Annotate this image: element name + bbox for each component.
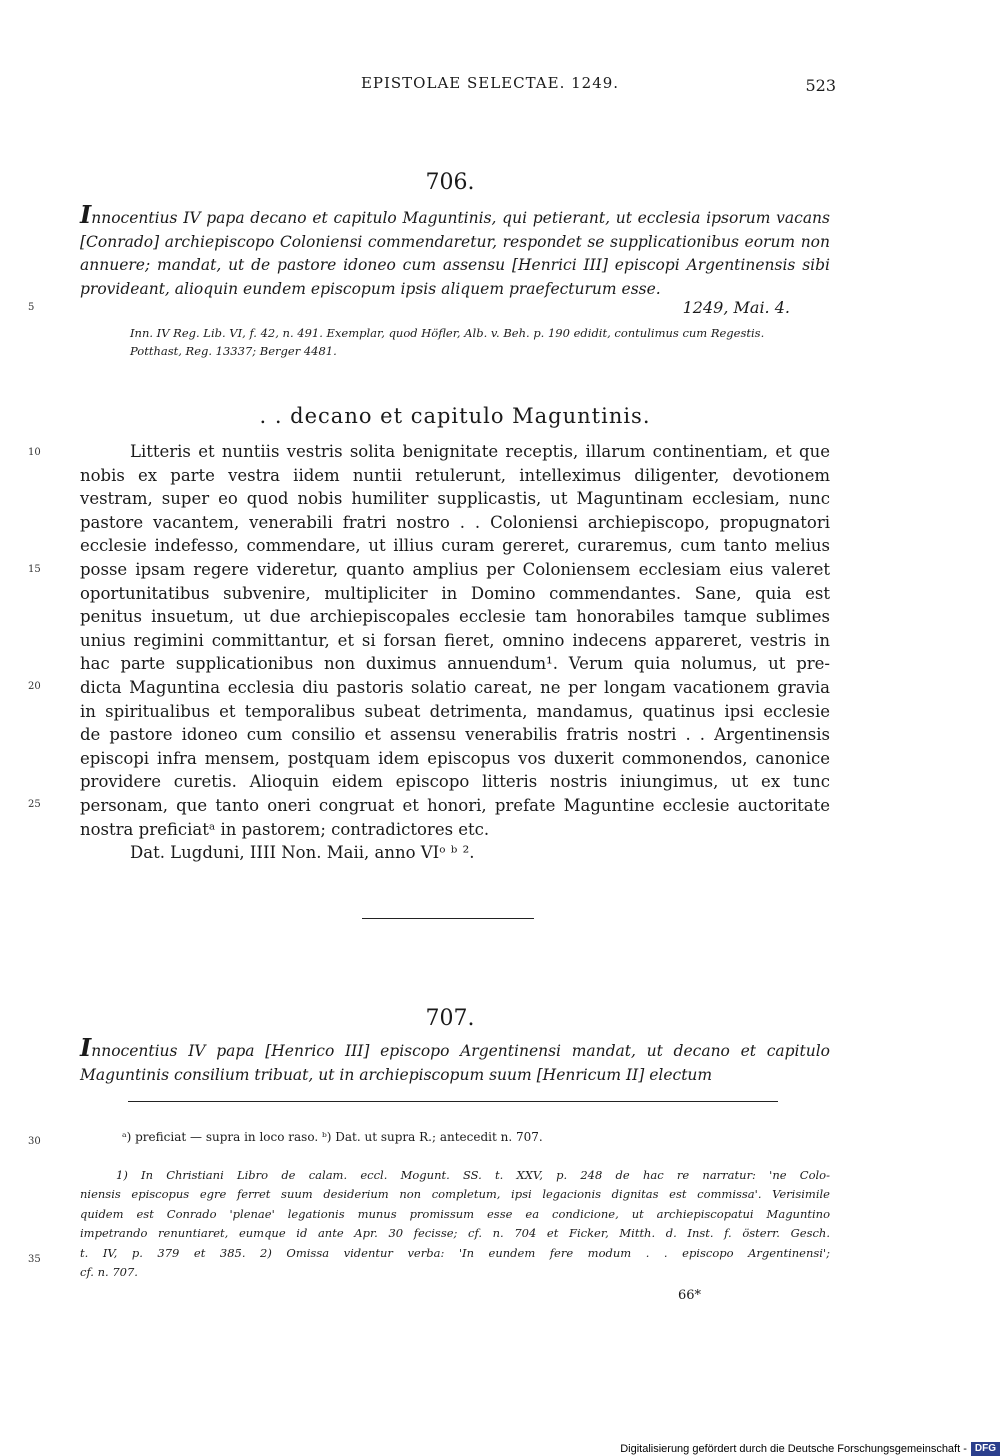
- body-line: dicta Maguntina ecclesia diu pastoris solatio careat, ne per longam vacationem gravia: [80, 677, 830, 697]
- source-line: Inn. IV Reg. Lib. VI, f. 42, n. 491. Exemplar, quod Höfler, Alb. v. Beh. p. 190 edidit, contulimus cum Regestis.: [130, 326, 765, 340]
- line-number: 10: [28, 447, 41, 458]
- footnotes: [80, 1166, 830, 1282]
- page-number: 523: [805, 76, 836, 95]
- body-line: vestram, super eo quod nobis humiliter supplicastis, ut Maguntinam ecclesiam, nunc: [80, 489, 830, 509]
- body-line: unius regimini committantur, et si forsan fieret, omnino indecens appareret, vestris in: [80, 630, 830, 650]
- body-line: episcopi infra mensem, postquam idem episcopus vos duxerit commonendos, canonice: [80, 748, 830, 768]
- body-line: nobis ex parte vestra iidem nuntii retulerunt, intelleximus diligenter, devotionem: [80, 465, 830, 485]
- regest-initial: I: [80, 1033, 92, 1062]
- body-line: posse ipsam regere videretur, quanto amplius per Coloniensem ecclesiam eius valeret: [80, 559, 830, 579]
- section-divider: [362, 918, 534, 919]
- body-line: personam, que tanto oneri congruat et honori, prefate Maguntine ecclesie auctoritate: [80, 795, 830, 815]
- body-line: nostra preficiatᵃ in pastorem; contradictores etc.: [80, 819, 490, 839]
- footnote-line: niensis episcopus egre ferret suum desiderium non completum, ipsi legacionis dignitas est commissa'. Verisimile: [80, 1187, 830, 1202]
- dat-line: Dat. Lugduni, IIII Non. Maii, anno VIᵒ ᵇ ².: [130, 843, 475, 863]
- line-number: 20: [28, 681, 41, 692]
- source-line: Potthast, Reg. 13337; Berger 4481.: [130, 344, 337, 358]
- regest-707: [80, 1033, 830, 1087]
- line-number: 35: [28, 1254, 41, 1265]
- regest-706: [80, 200, 830, 301]
- body-line: in spiritualibus et temporalibus subeat detrimenta, mandamus, quatinus ipsi ecclesie: [80, 701, 830, 721]
- body-line: ecclesie indefesso, commendare, ut illius curam gereret, curaremus, cum tanto melius: [80, 536, 830, 556]
- line-number: 25: [28, 799, 41, 810]
- signature-mark: 66*: [678, 1288, 702, 1303]
- dfg-credit-bar: [620, 1442, 1000, 1456]
- regest-text: nnocentius IV papa decano et capitulo Maguntinis, qui petierant, ut ecclesia ipsorum vacans [Conrado] archiepiscopo Coloniensi commendaretur, respondet se supplicationibus eorum non annuere; mandat, ut de pastore idoneo cum assensu [Henrici III] episcopi Argentinensis sibi provideant, alioquin eundem episcopum ipsis aliquem praefecturum esse.: [80, 209, 830, 298]
- body-line: penitus insuetum, ut due archiepiscopales ecclesie tam honorabiles tamque sublimes: [80, 607, 830, 627]
- letter-date: 1249, Mai. 4.: [682, 298, 790, 317]
- footnote-line: t. IV, p. 379 et 385. 2) Omissa videntur verba: 'In eundem fere modum . . episcopo Argentinensi';: [80, 1245, 830, 1260]
- dfg-logo: DFG: [971, 1442, 1000, 1456]
- running-header: EPISTOLAE SELECTAE. 1249.: [360, 74, 620, 92]
- footnote-line: quidem est Conrado 'plenae' legationis munus promissum esse ea condicione, ut archiepiscopatui Maguntino: [80, 1206, 830, 1221]
- letter-number-707: 707.: [425, 1006, 475, 1031]
- line-number: 30: [28, 1136, 41, 1147]
- line-number: 5: [28, 302, 35, 313]
- body-line: Litteris et nuntiis vestris solita benignitate receptis, illarum continentiam, et que: [130, 442, 830, 461]
- line-number: 15: [28, 564, 41, 575]
- regest-text: nnocentius IV papa [Henrico III] episcopo Argentinensi mandat, ut decano et capitulo Maguntinis consilium tribuat, ut in archiepiscopum suum [Henricum II] electum: [80, 1042, 830, 1084]
- source-note: [80, 324, 830, 360]
- letter-address: . . decano et capitulo Maguntinis.: [259, 404, 651, 428]
- dfg-credit-text: Digitalisierung gefördert durch die Deutsche Forschungsgemeinschaft -: [620, 1443, 967, 1455]
- footnote-letters: ᵃ) preficiat — supra in loco raso. ᵇ) Dat. ut supra R.; antecedit n. 707.: [122, 1130, 543, 1144]
- letter-number-706: 706.: [425, 170, 475, 195]
- footnote-line: impetrando renuntiaret, eumque id ante Apr. 30 fecisse; cf. n. 704 et Ficker, Mitth. d. Inst. f. österr. Gesch.: [80, 1226, 830, 1241]
- footnote-line: cf. n. 707.: [80, 1264, 138, 1279]
- footnote-line: 1) In Christiani Libro de calam. eccl. Mogunt. SS. t. XXV, p. 248 de hac re narratur: 'ne Colo-: [116, 1168, 830, 1182]
- body-line: oportunitatibus subvenire, multipliciter in Domino commendantes. Sane, quia est: [80, 583, 830, 603]
- regest-initial: I: [80, 200, 92, 229]
- body-line: hac parte supplicationibus non duximus annuendum¹. Verum quia nolumus, ut pre-: [80, 654, 830, 674]
- body-line: de pastore idoneo cum consilio et assensu venerabilis fratris nostri . . Argentinensis: [80, 725, 830, 745]
- footnote-rule: [128, 1101, 778, 1102]
- letter-body: [80, 440, 830, 865]
- body-line: pastore vacantem, venerabili fratri nostro . . Coloniensi archiepiscopo, propugnatori: [80, 512, 830, 532]
- body-line: providere curetis. Alioquin eidem episcopo litteris nostris iniungimus, ut ex tunc: [80, 772, 830, 792]
